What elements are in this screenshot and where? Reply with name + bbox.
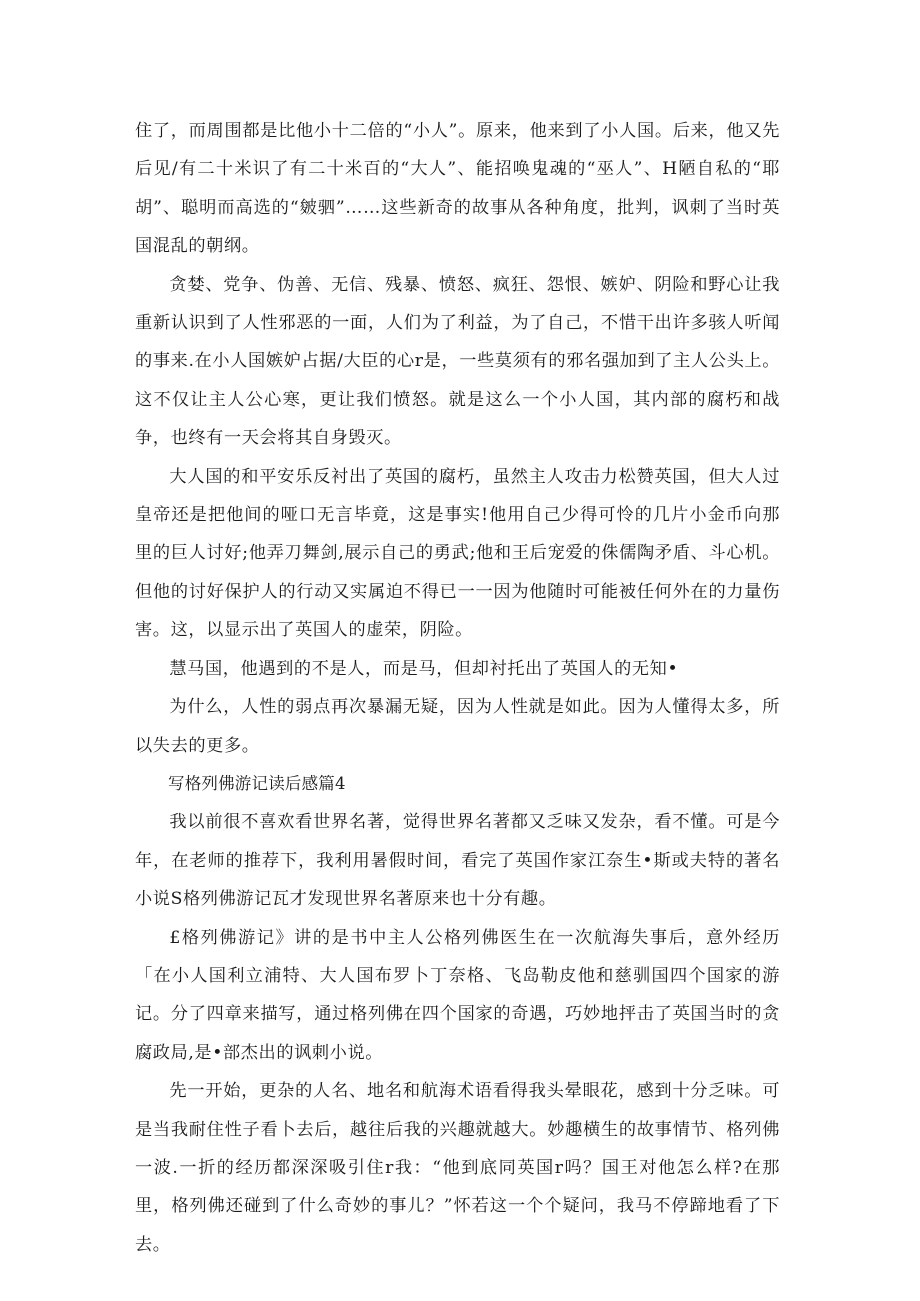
paragraph-5: 为什么，人性的弱点再次暴漏无疑，因为人性就是如此。因为人懂得太多，所以失去的更多。 — [135, 697, 780, 756]
section-heading: 写格列佛游记读后感篇4 — [168, 773, 346, 793]
paragraph-7: £格列佛游记》讲的是书中主人公格列佛医生在一次航海失事后，意外经历「在小人国利立浦特、大人国布罗卜丁奈格、飞岛勒皮他和慈驯国四个国家的游记。分了四章来描写，通过格列佛在四个国家的奇遇，巧妙地抨击了英国当时的贪腐政局,是•部杰出的讽刺小说。 — [135, 927, 780, 1063]
document-page — [135, 112, 780, 1264]
paragraph-4: 慧马国，他遇到的不是人，而是马，但却衬托出了英国人的无知• — [169, 658, 679, 679]
paragraph-8: 先一开始，更杂的人名、地名和航海术语看得我头晕眼花，感到十分乏味。可是当我耐住性子看卜去后，越往后我的兴趣就越大。妙趣横生的故事情节、格列佛一波.一折的经历都深深吸引住r我：“他到底同英国r吗？国王对他怎么样?在那里，格列佛还碰到了什么奇妙的事儿？”怀若这一个个疑问，我马不停蹄地看了下去。 — [135, 1081, 780, 1255]
paragraph-2: 贪婪、党争、伪善、无信、残暴、愤怒、疯狂、怨恨、嫉妒、阴险和野心让我重新认识到了人性邪恶的一面，人们为了利益，为了自己，不惜干出许多骇人听闻的事来.在小人国嫉妒占据/大臣的心r是，一些莫须有的邪名强加到了主人公头上。这不仅让主人公心寒，更让我们愤怒。就是这么一个小人国，其内部的腐朽和战争，也终有一天会将其自身毁灭。 — [135, 274, 780, 449]
paragraph-1: 住了，而周围都是比他小十二倍的“小人”。原来，他来到了小人国。后来，他又先后见/有二十米识了有二十米百的“大人”、能招唤鬼魂的“巫人”、H陋自私的“耶胡”、聪明而高选的“皴驷”……这些新奇的故事从各种角度，批判，讽刺了当时英国混乱的朝纲。 — [135, 121, 780, 257]
paragraph-6: 我以前很不喜欢看世界名著，觉得世界名著都又乏味又发杂，看不懂。可是今年，在老师的推荐下，我利用暑假时间，看完了英国作家江奈生•斯或夫特的著名小说S格列佛游记瓦才发现世界名著原来也十分有趣。 — [135, 812, 780, 910]
paragraph-3: 大人国的和平安乐反衬出了英国的腐朽，虽然主人攻击力松赞英国，但大人过皇帝还是把他间的哑口无言毕竟，这是事实!他用自己少得可怜的几片小金币向那里的巨人讨好;他弄刀舞剑,展示自己的勇武;他和王后宠爱的侏儒陶矛盾、斗心机。但他的讨好保护人的行动又实属迫不得已一一因为他随时可能被任何外在的力量伤害。这，以显示出了英国人的虚荣，阴险。 — [135, 466, 780, 641]
